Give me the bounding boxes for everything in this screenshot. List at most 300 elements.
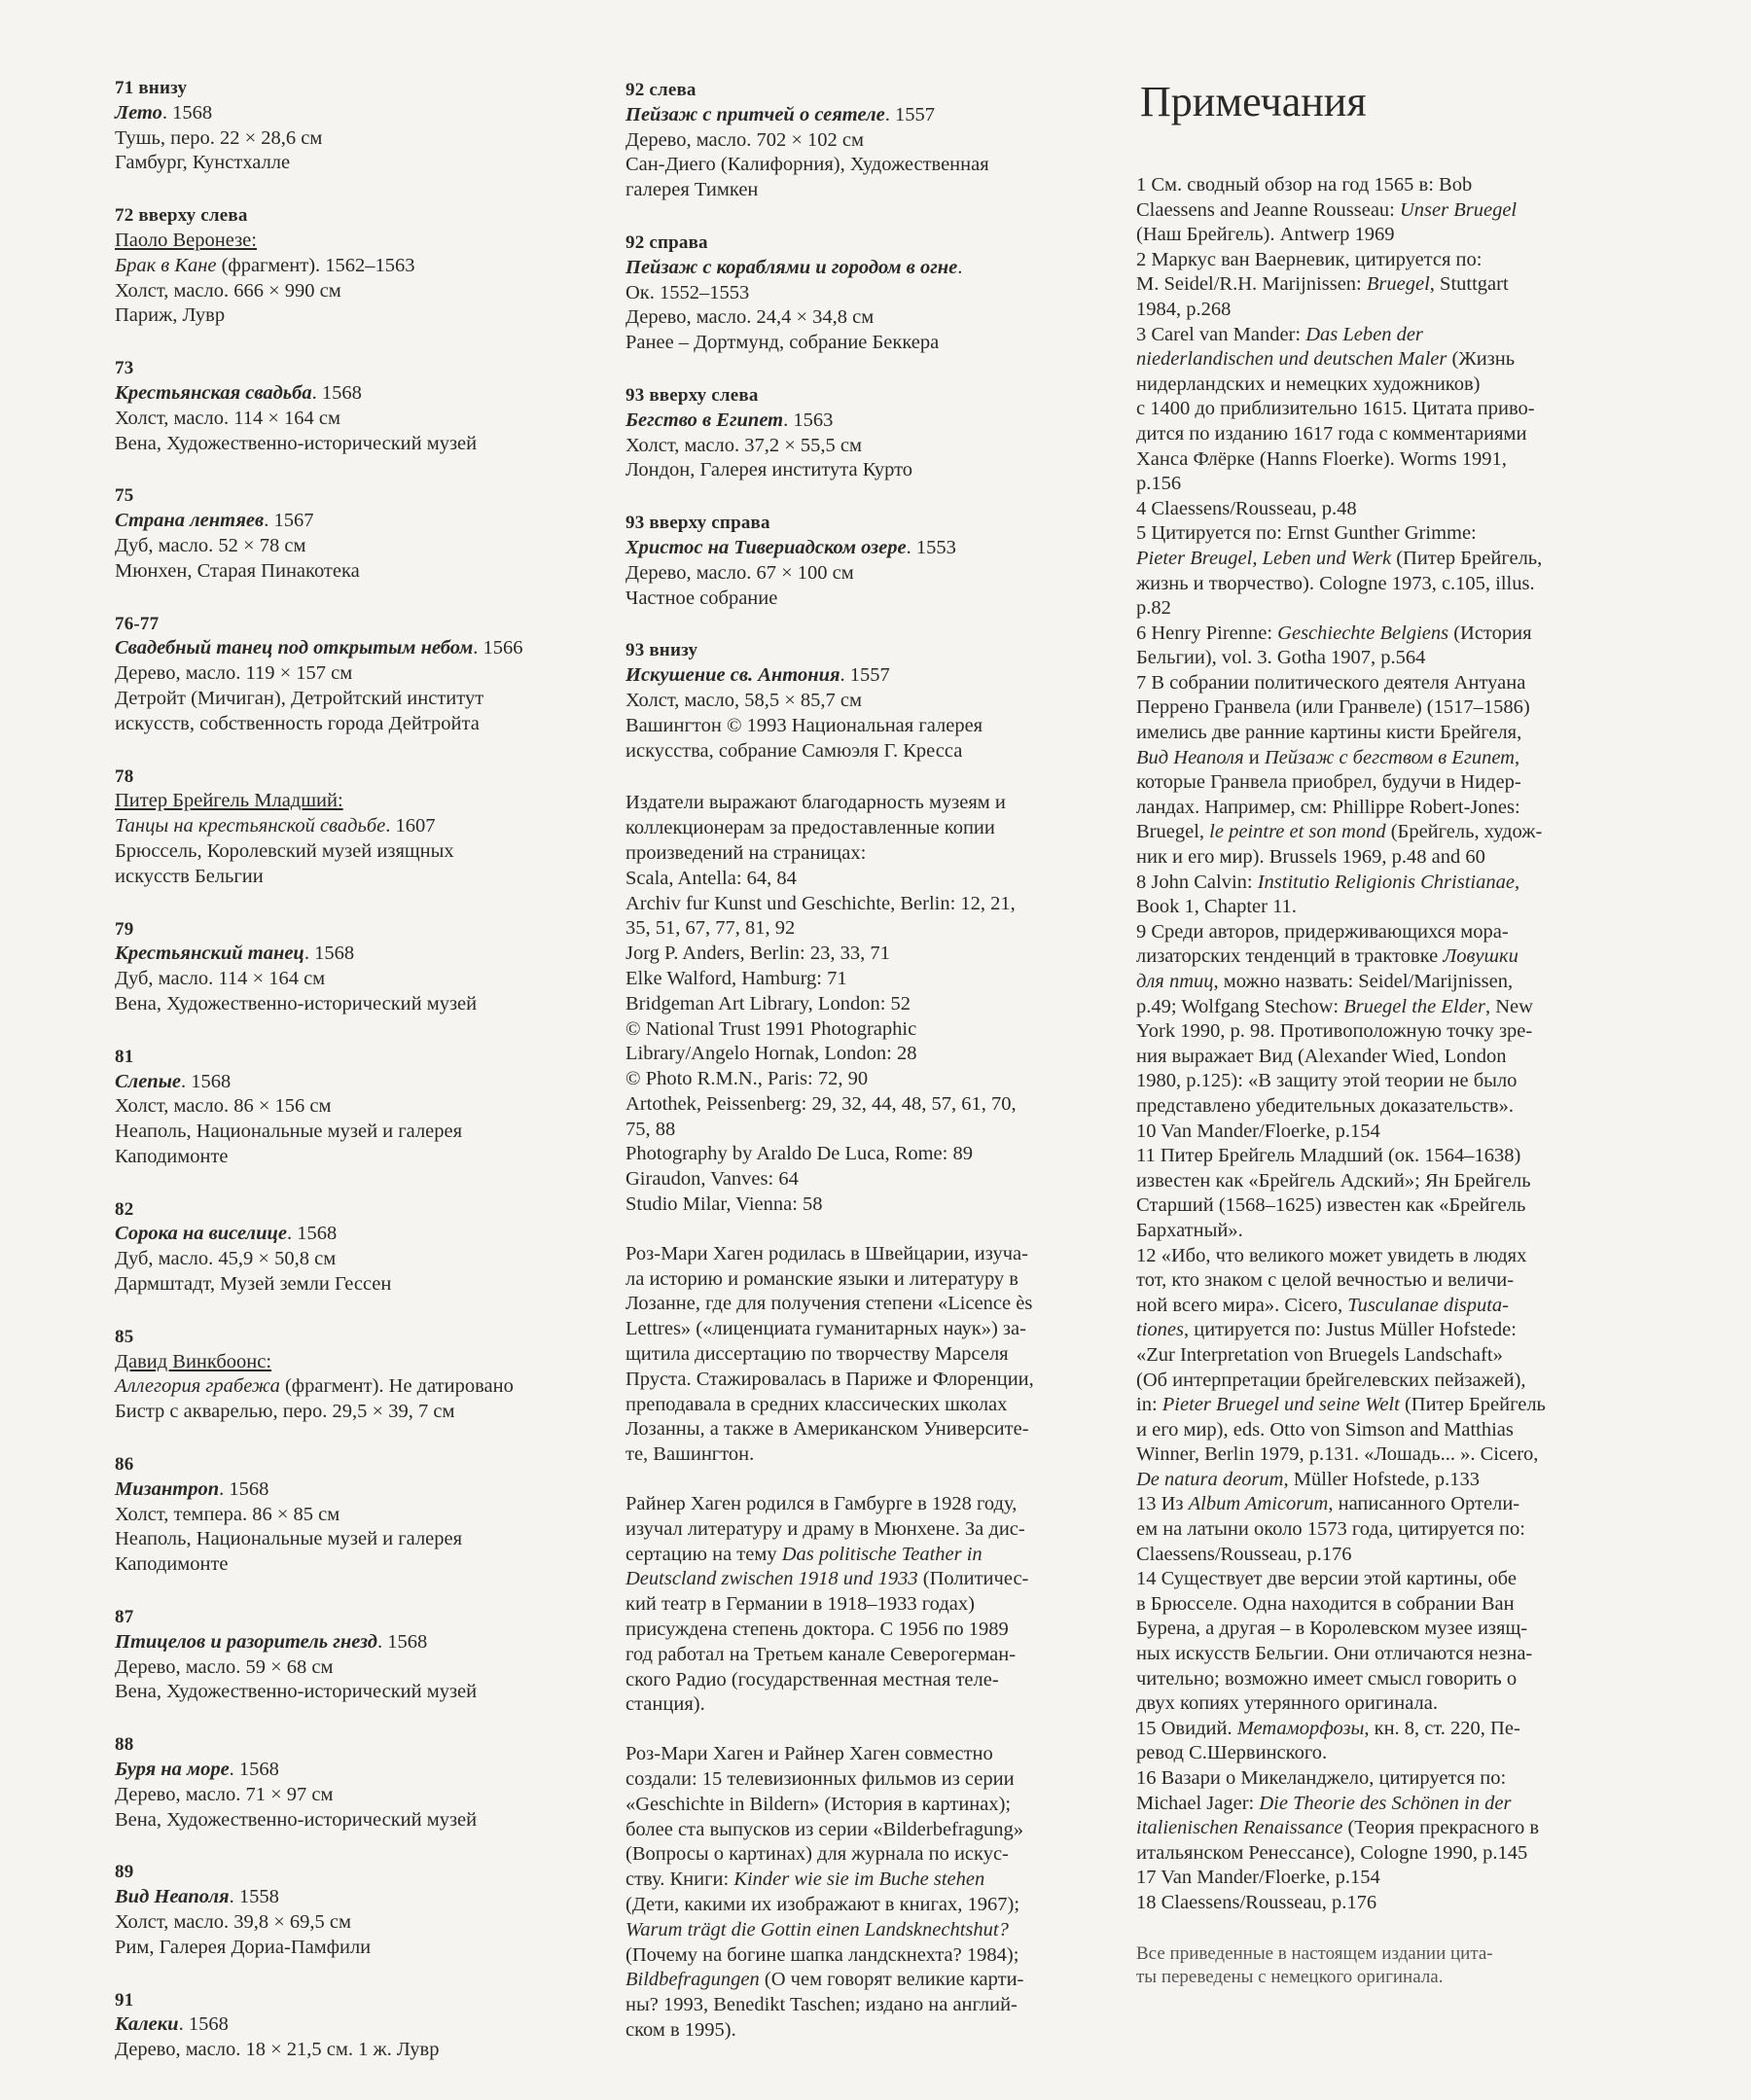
text-run: Ок. 1552–1553 [625,281,750,303]
italic-text: Die Theorie des Schönen in der [1259,1792,1512,1814]
text-run: Дерево, масло. 67 × 100 см [625,561,854,584]
text-line [115,992,621,1017]
italic-text: italienischen Renaissance [1136,1817,1343,1839]
text-run: ны? 1993, Benedikt Taschen; издано на англий- [625,1994,1018,2016]
text-line [1136,1418,1632,1443]
text-line [115,1885,621,1910]
text-line [625,992,1112,1017]
page-number: 79 [115,918,134,940]
text-line [625,128,1112,154]
text-line [115,814,621,839]
text-paragraph [625,1492,1112,1718]
text-line [115,1477,621,1503]
text-line [625,867,1112,892]
catalog-entry [115,917,621,1017]
page-number: 78 [115,765,134,787]
text-run: . 1568 [178,2013,229,2036]
text-line [625,663,1112,689]
text-run: ского Радио (государственная местная теле- [625,1668,999,1691]
text-run: . 1607 [385,815,436,837]
text-line [625,689,1112,714]
text-run: p.156 [1136,473,1182,495]
text-run: . 1563 [783,409,834,431]
text-line [1136,1617,1632,1642]
text-line [625,1868,1112,1893]
text-line [1136,1219,1632,1244]
page-number: 73 [115,358,134,379]
text-run: Пруста. Стажировалась в Париже и Флоренции, [625,1368,1034,1390]
notes-list [1136,173,1632,1916]
text-run: 14 Существует две версии этой картины, обе [1136,1568,1517,1590]
italic-text: De natura deorum [1136,1468,1284,1490]
text-line [625,153,1112,178]
text-run: (Наш Брейгель). Antwerp 1969 [1136,224,1395,246]
text-line [1136,1343,1632,1369]
text-run: Райнер Хаген родился в Гамбурге в 1928 году, [625,1493,1018,1515]
text-line [1136,746,1632,771]
page-number: 87 [115,1607,134,1628]
text-line [625,1692,1112,1718]
catalog-entry [115,356,621,456]
text-line [1136,198,1632,224]
catalog-entry [625,638,1112,764]
italic-text: для птиц [1136,971,1214,992]
column-left [115,76,621,2090]
text-line [625,1017,1112,1043]
text-line [115,839,621,865]
text-run: ла историю и романские языки и литературу в [625,1267,1018,1290]
text-line [1136,796,1632,821]
text-run: , Müller Hofstede, p.133 [1283,1468,1481,1490]
text-line [115,509,621,534]
text-line [625,1767,1112,1793]
text-line [1136,845,1632,871]
page-number: 92 справа [625,231,708,253]
translation-footnote [1136,1942,1632,1989]
text-run: 4 Claessens/Rousseau, p.48 [1136,497,1357,519]
text-run: . 1557 [840,664,890,687]
text-run: год работал на Третьем канале Северогерман- [625,1643,1017,1665]
text-line [1136,1169,1632,1194]
text-line [625,1918,1112,1943]
text-line [1136,497,1632,522]
text-line [625,916,1112,942]
text-run: изучал литературу и драму в Мюнхене. За дис- [625,1517,1025,1540]
artwork-title: Свадебный танец под открытым небом [115,637,474,659]
text-line [625,1393,1112,1418]
catalog-entry [115,1045,621,1170]
catalog-entry [115,765,621,890]
text-line [625,1793,1112,1818]
text-run: Scala, Antella: 64, 84 [625,867,797,889]
text-line [625,1818,1112,1843]
text-run: Неаполь, Национальные музей и галерея [115,1121,463,1143]
column-middle [625,78,1112,2068]
text-run: . 1568 [311,381,362,404]
text-line [625,1142,1112,1167]
text-run: тот, кто знаком с целой вечностью и величи- [1136,1269,1515,1292]
text-run: York 1990, p. 98. Противоположную точку зре- [1136,1020,1533,1043]
text-run: . 1568 [304,943,355,965]
text-run: 3 Carel van Mander: [1136,323,1306,345]
text-run: Дерево, масло. 702 × 102 см [625,128,864,151]
text-line [115,559,621,585]
italic-text: Kinder wie sie im Buche stehen [733,1869,985,1891]
artwork-title: Буря на море [115,1759,230,1781]
italic-text: tiones [1136,1319,1184,1341]
catalog-entry [115,76,621,176]
text-line [625,841,1112,867]
text-run: (Политичес- [917,1568,1029,1590]
text-line [625,256,1112,281]
text-run: Library/Angelo Hornak, London: 28 [625,1043,917,1065]
text-line [625,1092,1112,1118]
text-run: Холст, масло. 86 × 156 см [115,1095,332,1118]
text-line [625,1592,1112,1618]
text-run: более ста выпусков из серии «Bilderbefragung» [625,1818,1024,1840]
text-run: Jorg P. Anders, Berlin: 23, 33, 71 [625,943,890,965]
italic-text: Pieter Bruegel und seine Welt [1161,1394,1400,1416]
text-line [1136,995,1632,1020]
text-run: те, Вашингтон. [625,1443,755,1466]
text-line [115,712,621,737]
page-number: 75 [115,485,134,507]
text-run: Брюссель, Королевский музей изящных [115,839,454,862]
text-paragraph [625,791,1112,1218]
text-run: Холст, масло. 666 × 990 см [115,279,341,302]
text-line [1136,447,1632,473]
text-line [115,2012,621,2038]
text-line [625,1342,1112,1368]
text-run: (фрагмент). 1562–1563 [216,254,415,276]
text-run: «Geschichte in Bildern» (История в картинах); [625,1793,1012,1815]
page-number: 85 [115,1326,134,1347]
text-line [115,1680,621,1705]
text-run: Рим, Галерея Дориа-Памфили [115,1936,372,1958]
text-line [1136,1642,1632,1667]
text-run: Бурена, а другая – в Королевском музее изящ- [1136,1618,1528,1640]
text-line [625,967,1112,992]
text-run: Мюнхен, Старая Пинакотека [115,559,360,582]
catalog-entry [115,1197,621,1298]
text-line [1136,1268,1632,1294]
text-run: Claessens and Jeanne Rousseau: [1136,198,1400,221]
text-line [115,126,621,152]
text-paragraph [625,1242,1112,1468]
text-run: . 1568 [161,101,213,124]
text-run: Роз-Мари Хаген и Райнер Хаген совместно [625,1743,993,1765]
text-run: произведений на страницах: [625,841,867,864]
text-line [625,281,1112,306]
catalog-entry [115,1732,621,1833]
text-run: Дуб, масло. 52 × 78 см [115,534,306,556]
footnote-line: ты переведены с немецкого оригинала. [1136,1966,1444,1987]
text-run: которые Гранвела приобрел, будучи в Нидер- [1136,771,1521,794]
text-run: Studio Milar, Vienna: 58 [625,1193,823,1216]
text-run: Бистр с акварелью, перо. 29,5 × 39, 7 см [115,1401,455,1423]
catalog-entry [625,383,1112,483]
catalog-entry [115,612,621,737]
text-line [1136,596,1632,622]
text-run: Elke Walford, Hamburg: 71 [625,967,847,989]
page-number: 86 [115,1454,134,1476]
text-run: ревод С.Шервинского. [1136,1742,1328,1764]
text-line [625,1192,1112,1218]
text-run: M. Seidel/R.H. Marijnissen: [1136,273,1367,296]
text-run: жизнь и творчество). Cologne 1973, с.105, illus. [1136,572,1535,594]
text-run: , [1514,871,1520,893]
text-line [625,1368,1112,1393]
italic-text: Pieter Breugel, Leben und Werk [1136,547,1392,569]
text-line [1136,422,1632,447]
text-run: Париж, Лувр [115,304,226,327]
text-line [115,1630,621,1655]
text-run: Каподимонте [115,1145,229,1167]
text-line [1136,695,1632,721]
text-run: Ханса Флёрке (Hanns Floerke). Worms 1991, [1136,447,1507,470]
text-run: . [957,256,963,278]
text-run: Вена, Художественно-исторический музей [115,432,478,454]
text-line [1136,1193,1632,1219]
artwork-title: Христос на Тивериадском озере [625,536,907,558]
text-line [625,305,1112,331]
text-line [1136,521,1632,547]
text-line [625,1042,1112,1067]
italic-text: Deutscland zwischen 1918 und 1933 [625,1568,918,1590]
text-run: Холст, масло. 114 × 164 см [115,407,340,429]
italic-text: Institutio Religionis Christianae [1257,871,1515,893]
text-run: Холст, темпера. 86 × 85 см [115,1503,340,1525]
text-run: 7 В собрании политического деятеля Антуана [1136,671,1526,694]
text-line [115,1145,621,1170]
catalog-entry [115,203,621,329]
text-run: (Питер Брейгель [1399,1394,1546,1416]
text-run: ник и его мир). Brussels 1969, p.48 and 60 [1136,846,1485,869]
text-line [1136,820,1632,845]
text-line [115,1758,621,1783]
text-line [1136,622,1632,647]
text-run: Лозанны, а также в Американском Университе- [625,1418,1029,1441]
catalog-entry [625,231,1112,356]
text-run: Photography by Araldo De Luca, Rome: 89 [625,1143,973,1165]
text-line [1136,1069,1632,1094]
text-run: (Вопросы о картинах) для журнала по искус- [625,1843,1009,1866]
text-run: Дармштадт, Музей земли Гессен [115,1273,392,1296]
text-line [115,303,621,329]
text-run: коллекционерам за предоставленные копии [625,817,995,839]
text-line [625,1442,1112,1468]
text-run: Дерево, масло. 71 × 97 см [115,1783,334,1805]
text-line [625,458,1112,483]
text-line [625,1267,1112,1293]
text-line [115,381,621,407]
artwork-title: Брак в Кане [115,254,217,276]
text-run: Giraudon, Vanves: 64 [625,1168,799,1191]
text-line [1136,547,1632,572]
page-number: 88 [115,1734,134,1756]
artwork-title: Танцы на крестьянской свадьбе [115,815,386,837]
text-run: Дерево, масло. 119 × 157 см [115,662,353,685]
text-line [1136,1144,1632,1169]
page-number: 89 [115,1862,134,1883]
text-run: известен как «Брейгель Адский»; Ян Брейгель [1136,1169,1531,1192]
text-run: в Брюсселе. Одна находится в собрании Ван [1136,1592,1515,1615]
text-run: двух копиях утерянного оригинала. [1136,1692,1438,1715]
text-line [1136,323,1632,348]
text-run: станция). [625,1693,705,1716]
text-run: , написанного Ортели- [1328,1493,1520,1515]
text-run: галерея Тимкен [625,179,759,201]
text-run: ству. Книги: [625,1869,734,1891]
text-line [1136,1442,1632,1468]
page-number: 92 слева [625,80,697,100]
text-line [1136,671,1632,696]
text-line [1136,248,1632,273]
text-line [625,1492,1112,1517]
notes-heading: Примечания [1140,78,1367,125]
text-line [625,1292,1112,1317]
text-line [115,1936,621,1961]
text-line [625,1242,1112,1267]
text-line [625,1167,1112,1192]
text-run: 18 Claessens/Rousseau, p.176 [1136,1891,1377,1913]
text-line [115,1070,621,1095]
catalog-entry [115,1325,621,1425]
italic-text: Geschiechte Belgiens [1277,622,1449,644]
text-run: Дерево, масло. 24,4 × 34,8 см [625,306,875,329]
text-line [1136,1492,1632,1517]
text-run: чительно; возможно имеет смысл говорить о [1136,1667,1518,1690]
text-run: Тушь, перо. 22 × 28,6 см [115,126,323,149]
text-line [1136,1369,1632,1394]
text-run: Bruegel, [1136,821,1210,843]
text-run: итальянском Ренессансе), Cologne 1990, p.145 [1136,1841,1528,1864]
text-line [625,2018,1112,2044]
text-run: 1984, p.268 [1136,298,1232,320]
text-run: , кн. 8, ст. 220, Пе- [1364,1717,1520,1739]
text-line [1136,1691,1632,1717]
text-line [115,1094,621,1120]
catalog-entry [115,483,621,584]
text-line [625,434,1112,459]
text-line [1136,1244,1632,1269]
text-run: (фрагмент). Не датировано [279,1375,514,1398]
text-run: . 1568 [219,1477,269,1500]
text-run: лизаторских тенденций в трактовке [1136,945,1444,968]
text-run: Холст, масло. 39,8 × 69,5 см [115,1911,352,1934]
text-line [625,739,1112,765]
text-run: Бельгии), vol. 3. Gotha 1907, p.564 [1136,647,1426,669]
column-right [1136,78,1632,1989]
text-run: Старший (1568–1625) известен как «Брейгель [1136,1194,1526,1217]
text-line [1136,770,1632,796]
artwork-title: Аллегория грабежа [115,1375,280,1398]
italic-text: Bruegel the Elder [1343,995,1485,1017]
text-line [1136,1891,1632,1916]
text-run: щитила диссертацию по творчеству Марселя [625,1343,1009,1366]
catalog-entry [115,1860,621,1960]
text-line [115,661,621,687]
text-line [625,1943,1112,1969]
page-number: 82 [115,1198,134,1220]
text-line [625,1893,1112,1918]
text-line [115,1374,621,1400]
text-run: in: [1136,1394,1162,1416]
italic-text: Метаморфозы [1236,1717,1365,1739]
text-line [115,1503,621,1528]
text-line [1136,1816,1632,1841]
text-run: и [1243,746,1265,768]
text-line [625,1067,1112,1092]
text-run: . 1568 [229,1759,279,1781]
text-run: Archiv fur Kunst und Geschichte, Berlin: 12, 21, [625,892,1016,914]
text-run: 8 John Calvin: [1136,871,1258,893]
text-line [625,1993,1112,2018]
text-run: 9 Среди авторов, придерживающихся мора- [1136,920,1509,943]
text-run: 15 Овидий. [1136,1717,1237,1739]
text-line [1136,1120,1632,1145]
artist-name: Паоло Веронезе: [115,229,257,251]
text-run: 5 Цитируется по: Ernst Gunther Grimme: [1136,522,1477,545]
text-run: (Жизнь [1447,348,1516,371]
text-run: , можно назвать: Seidel/Marijnissen, [1213,971,1514,992]
page-number: 72 вверху слева [115,205,248,227]
text-run: © Photo R.M.N., Paris: 72, 90 [625,1068,869,1090]
text-line [1136,1841,1632,1867]
text-line [115,1655,621,1681]
text-run: присуждена степень доктора. С 1956 по 1989 [625,1619,1009,1641]
text-run: p.49; Wolfgang Stechow: [1136,995,1344,1017]
text-line [1136,472,1632,497]
text-run: . 1568 [286,1223,338,1245]
text-run: Ранее – Дортмунд, собрание Беккера [625,332,940,354]
text-line [115,1552,621,1578]
artwork-title: Калеки [115,2013,179,2036]
text-line [1136,944,1632,970]
text-run: Дуб, масло. 45,9 × 50,8 см [115,1248,337,1270]
text-line [625,561,1112,587]
text-run: ландах. Например, см: Phillippe Robert-Jones: [1136,796,1520,818]
artwork-title: Вид Неаполя [115,1886,230,1908]
text-line [1136,1393,1632,1418]
text-line [115,1910,621,1936]
text-line [625,1742,1112,1767]
text-run: Вена, Художественно-исторический музей [115,1808,478,1831]
text-line [1136,1517,1632,1543]
text-run: (Питер Брейгель, [1391,547,1543,569]
page-number: 91 [115,1989,134,2011]
italic-text: Ловушки [1443,945,1519,968]
text-line [625,1567,1112,1592]
italic-text: Вид Неаполя [1136,746,1244,768]
artwork-title: Пейзаж с кораблями и городом в огне [625,256,958,278]
text-line [1136,1792,1632,1817]
text-line [1136,1866,1632,1891]
text-run: 1 См. сводный обзор на год 1565 в: Bob [1136,174,1473,196]
italic-text: Das politische Teather in [781,1543,983,1565]
text-line [625,1543,1112,1568]
text-line [115,1527,621,1552]
text-line [1136,223,1632,248]
text-run: ных искусств Бельгии. Они отличаются незна- [1136,1643,1533,1665]
text-run: . 1567 [264,510,314,532]
italic-text: Unser Bruegel [1400,198,1518,221]
text-run: 11 Питер Брейгель Младший (ок. 1564–1638) [1136,1145,1521,1167]
italic-text: Das Leben der [1305,323,1423,345]
text-line [625,536,1112,561]
text-run: (Дети, какими их изображают в книгах, 1967); [625,1894,1020,1915]
italic-text: Tusculanae disputa- [1347,1294,1510,1316]
